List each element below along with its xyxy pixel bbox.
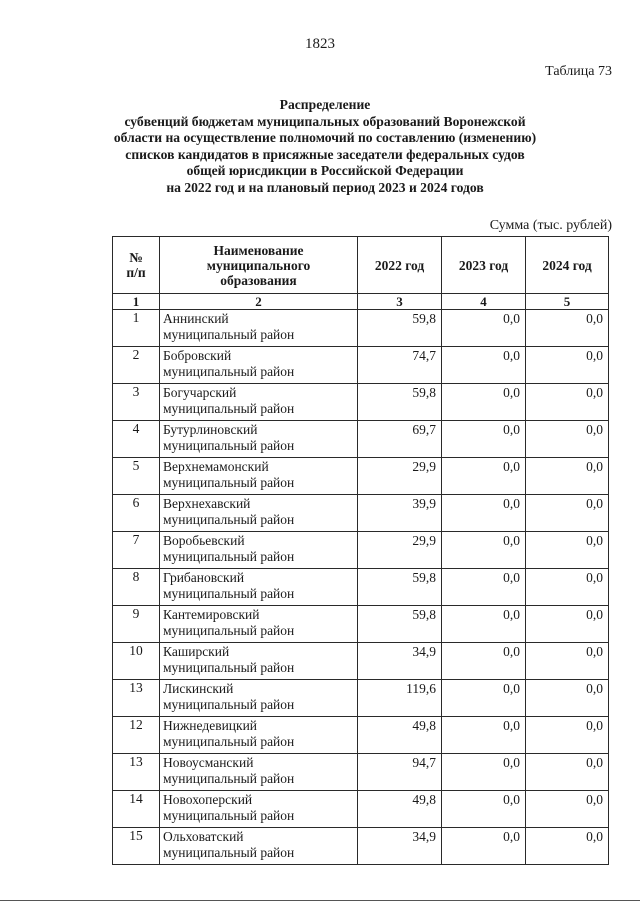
amount-2024: 0,0 bbox=[526, 680, 609, 717]
table-row bbox=[113, 754, 609, 791]
amount-2023: 0,0 bbox=[442, 828, 526, 865]
amount-2023: 0,0 bbox=[442, 717, 526, 754]
municipality-name: Новоусманский муниципальный район bbox=[160, 754, 358, 791]
municipality-name: Бобровский муниципальный район bbox=[160, 347, 358, 384]
amount-2022: 59,8 bbox=[358, 384, 442, 421]
title-line: субвенций бюджетам муниципальных образований Воронежской bbox=[124, 113, 526, 129]
column-number-row bbox=[113, 294, 609, 310]
amount-2022: 119,6 bbox=[358, 680, 442, 717]
header-index: № п/п bbox=[113, 237, 160, 294]
table-label: Таблица 73 bbox=[545, 64, 612, 79]
amount-2024: 0,0 bbox=[526, 495, 609, 532]
municipality-name: Грибановский муниципальный район bbox=[160, 569, 358, 606]
amount-2023: 0,0 bbox=[442, 680, 526, 717]
amount-2022: 34,9 bbox=[358, 828, 442, 865]
table-row bbox=[113, 717, 609, 754]
row-index: 2 bbox=[113, 347, 160, 384]
row-index: 7 bbox=[113, 532, 160, 569]
municipality-name: Ольховатский муниципальный район bbox=[160, 828, 358, 865]
amount-2022: 34,9 bbox=[358, 643, 442, 680]
table-row bbox=[113, 680, 609, 717]
units-label: Сумма (тыс. рублей) bbox=[489, 218, 612, 233]
amount-2022: 59,8 bbox=[358, 569, 442, 606]
document-title bbox=[90, 97, 560, 197]
municipality-name: Кантемировский муниципальный район bbox=[160, 606, 358, 643]
row-index: 9 bbox=[113, 606, 160, 643]
header-2024: 2024 год bbox=[526, 237, 609, 294]
table-row bbox=[113, 458, 609, 495]
row-index: 10 bbox=[113, 643, 160, 680]
amount-2024: 0,0 bbox=[526, 754, 609, 791]
row-index: 13 bbox=[113, 680, 160, 717]
municipality-name: Лискинский муниципальный район bbox=[160, 680, 358, 717]
amount-2022: 59,8 bbox=[358, 310, 442, 347]
amount-2022: 59,8 bbox=[358, 606, 442, 643]
amount-2024: 0,0 bbox=[526, 347, 609, 384]
amount-2024: 0,0 bbox=[526, 532, 609, 569]
amount-2022: 29,9 bbox=[358, 458, 442, 495]
footer-rule bbox=[0, 900, 640, 901]
amount-2022: 69,7 bbox=[358, 421, 442, 458]
table-row bbox=[113, 384, 609, 421]
amount-2022: 39,9 bbox=[358, 495, 442, 532]
row-index: 1 bbox=[113, 310, 160, 347]
row-index: 4 bbox=[113, 421, 160, 458]
amount-2023: 0,0 bbox=[442, 458, 526, 495]
table-row bbox=[113, 532, 609, 569]
amount-2024: 0,0 bbox=[526, 606, 609, 643]
amount-2024: 0,0 bbox=[526, 310, 609, 347]
amount-2024: 0,0 bbox=[526, 791, 609, 828]
row-index: 8 bbox=[113, 569, 160, 606]
municipality-name: Богучарский муниципальный район bbox=[160, 384, 358, 421]
header-name: Наименование муниципального образования bbox=[160, 237, 358, 294]
subsidy-table bbox=[112, 236, 609, 865]
row-index: 3 bbox=[113, 384, 160, 421]
amount-2022: 29,9 bbox=[358, 532, 442, 569]
title-line: списков кандидатов в присяжные заседатели федеральных судов bbox=[125, 146, 525, 162]
municipality-name: Воробьевский муниципальный район bbox=[160, 532, 358, 569]
column-number: 3 bbox=[358, 294, 442, 310]
amount-2023: 0,0 bbox=[442, 532, 526, 569]
amount-2023: 0,0 bbox=[442, 643, 526, 680]
amount-2023: 0,0 bbox=[442, 384, 526, 421]
municipality-name: Бутурлиновский муниципальный район bbox=[160, 421, 358, 458]
row-index: 6 bbox=[113, 495, 160, 532]
amount-2023: 0,0 bbox=[442, 754, 526, 791]
table-row bbox=[113, 495, 609, 532]
amount-2023: 0,0 bbox=[442, 310, 526, 347]
amount-2024: 0,0 bbox=[526, 828, 609, 865]
table-row bbox=[113, 606, 609, 643]
amount-2022: 49,8 bbox=[358, 717, 442, 754]
amount-2022: 49,8 bbox=[358, 791, 442, 828]
amount-2023: 0,0 bbox=[442, 791, 526, 828]
amount-2024: 0,0 bbox=[526, 643, 609, 680]
table-header-row bbox=[113, 237, 609, 294]
column-number: 4 bbox=[442, 294, 526, 310]
municipality-name: Верхнемамонский муниципальный район bbox=[160, 458, 358, 495]
amount-2024: 0,0 bbox=[526, 569, 609, 606]
header-2023: 2023 год bbox=[442, 237, 526, 294]
amount-2022: 94,7 bbox=[358, 754, 442, 791]
amount-2023: 0,0 bbox=[442, 421, 526, 458]
row-index: 13 bbox=[113, 754, 160, 791]
table-row bbox=[113, 347, 609, 384]
amount-2023: 0,0 bbox=[442, 495, 526, 532]
amount-2023: 0,0 bbox=[442, 347, 526, 384]
amount-2023: 0,0 bbox=[442, 569, 526, 606]
amount-2024: 0,0 bbox=[526, 421, 609, 458]
municipality-name: Каширский муниципальный район bbox=[160, 643, 358, 680]
title-line: общей юрисдикции в Российской Федерации bbox=[186, 163, 464, 179]
amount-2024: 0,0 bbox=[526, 717, 609, 754]
title-line: на 2022 год и на плановый период 2023 и 2024 годов bbox=[166, 179, 484, 195]
table-row bbox=[113, 310, 609, 347]
column-number: 2 bbox=[160, 294, 358, 310]
municipality-name: Нижнедевицкий муниципальный район bbox=[160, 717, 358, 754]
table-row bbox=[113, 643, 609, 680]
title-line: области на осуществление полномочий по составлению (изменению) bbox=[113, 130, 537, 146]
page-number: 1823 bbox=[305, 36, 335, 52]
amount-2022: 74,7 bbox=[358, 347, 442, 384]
municipality-name: Аннинский муниципальный район bbox=[160, 310, 358, 347]
column-number: 1 bbox=[113, 294, 160, 310]
header-2022: 2022 год bbox=[358, 237, 442, 294]
column-number: 5 bbox=[526, 294, 609, 310]
amount-2023: 0,0 bbox=[442, 606, 526, 643]
table-row bbox=[113, 569, 609, 606]
row-index: 15 bbox=[113, 828, 160, 865]
amount-2024: 0,0 bbox=[526, 458, 609, 495]
row-index: 14 bbox=[113, 791, 160, 828]
amount-2024: 0,0 bbox=[526, 384, 609, 421]
row-index: 5 bbox=[113, 458, 160, 495]
municipality-name: Новохоперский муниципальный район bbox=[160, 791, 358, 828]
table-row bbox=[113, 828, 609, 865]
title-line: Распределение bbox=[279, 97, 371, 112]
municipality-name: Верхнехавский муниципальный район bbox=[160, 495, 358, 532]
table-row bbox=[113, 421, 609, 458]
table-row bbox=[113, 791, 609, 828]
row-index: 12 bbox=[113, 717, 160, 754]
